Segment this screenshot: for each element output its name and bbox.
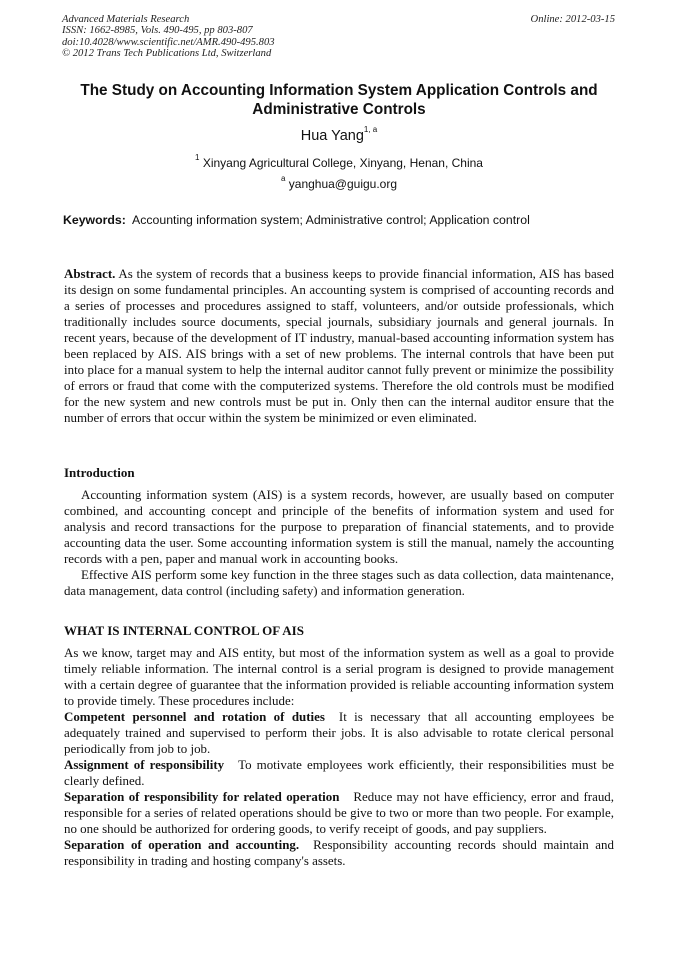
keywords-label: Keywords: [63, 213, 126, 227]
internal-control-intro: As we know, target may and AIS entity, but most of the information system as well as a goal to provide timely reliable information. The internal control is a serial program is designed to provide management with a certain degree of guarantee that the information provided is reliable accounting information system to provide timely. These procedures include: [64, 645, 614, 708]
author-name: Hua Yang [300, 128, 364, 144]
journal-header [62, 14, 275, 59]
affiliation-line [0, 153, 678, 170]
affiliation-text: Xinyang Agricultural College, Xinyang, Henan, China [202, 156, 483, 170]
introduction-paragraph-2: Effective AIS perform some key function in the three stages such as data collection, data maintenance, data management, data control (including safety) and information generation. [64, 567, 614, 598]
keywords-line [63, 213, 623, 227]
author-superscript: 1, a [363, 125, 378, 134]
control-item-text: Responsibility accounting records should maintain and responsibility in trading and hosting company's assets. [64, 837, 614, 868]
control-item-title: Assignment of responsibility [64, 757, 225, 772]
abstract-paragraph [64, 266, 614, 426]
online-date-text: Online: 2012-03-15 [530, 14, 615, 25]
abstract-text: As the system of records that a business keeps to provide financial information, AIS has based its design on some fundamental principles. An accounting system is comprised of accounting records and a series of processes and procedures assigned to staff, volunteers, and/or outside professionals, which traditionally includes source documents, special journals, subsidiary journals and general journals. In recent years, because of the development of IT industry, manual-based accounting information system has been replaced by AIS. AIS brings with a set of new problems. The internal controls that have been put into place for a manual system to help the internal auditor cannot fully prevent or minimize the possibility of errors or fraud that come with the computerized systems. Therefore the old controls must be modified for the new system and new controls must be put in. Only then can the internal auditor ensure that the number of errors that occur within the system be minimized or even eliminated. [64, 266, 614, 425]
control-item-text: To motivate employees work efficiently, their responsibilities must be clearly defined. [64, 757, 614, 788]
control-item [64, 709, 614, 757]
internal-control-heading: WHAT IS INTERNAL CONTROL OF AIS [64, 623, 304, 638]
affiliation-superscript: 1 [195, 153, 200, 162]
author-line [0, 125, 678, 144]
issn-line: ISSN: 1662-8985, Vols. 490-495, pp 803-807 [62, 25, 253, 37]
abstract-section [64, 266, 614, 426]
introduction-section [64, 487, 614, 599]
email-superscript: a [280, 174, 286, 183]
online-date [531, 14, 615, 25]
control-item-title: Separation of responsibility for related operation [64, 789, 340, 804]
copyright-line: © 2012 Trans Tech Publications Ltd, Switzerland [62, 47, 272, 59]
control-item [64, 837, 614, 869]
control-item [64, 757, 614, 789]
email-line [0, 174, 678, 191]
introduction-paragraph-1: Accounting information system (AIS) is a system records, however, are usually based on computer combined, and accounting concept and principle of the benefits of information system and used for analysis and record transactions for the purpose to preparation of financial statements, and to provide accounting data the user. Some accounting information system is still the manual, namely the accounting records with a pen, paper and manual work in accounting books. [64, 487, 614, 566]
keywords-text: Accounting information system; Administrative control; Application control [132, 213, 530, 227]
internal-control-section [64, 645, 614, 869]
control-item-title: Separation of operation and accounting. [64, 837, 300, 852]
abstract-label: Abstract. [64, 266, 116, 281]
control-item-text: It is necessary that all accounting employees be adequately trained and supervised to perform their jobs. It is also advisable to rotate clerical personal periodically from job to job. [64, 709, 614, 756]
introduction-heading: Introduction [64, 465, 135, 480]
control-item-text: Reduce may not have efficiency, error and fraud, responsible for a series of related operations should be give to two or more than two people. For example, no one should be authorized for ordering goods, to verify receipt of goods, and pay suppliers. [64, 789, 614, 836]
title-line-1: The Study on Accounting Information System Application Controls and [80, 82, 598, 99]
email-address: yanghua@guigu.org [288, 177, 398, 191]
doi-line: doi:10.4028/www.scientific.net/AMR.490-495.803 [62, 36, 275, 48]
journal-name: Advanced Materials Research [62, 14, 190, 25]
control-item-title: Competent personnel and rotation of duties [64, 709, 325, 724]
paper-title [52, 81, 626, 119]
control-item [64, 789, 614, 837]
title-line-2: Administrative Controls [252, 101, 426, 118]
